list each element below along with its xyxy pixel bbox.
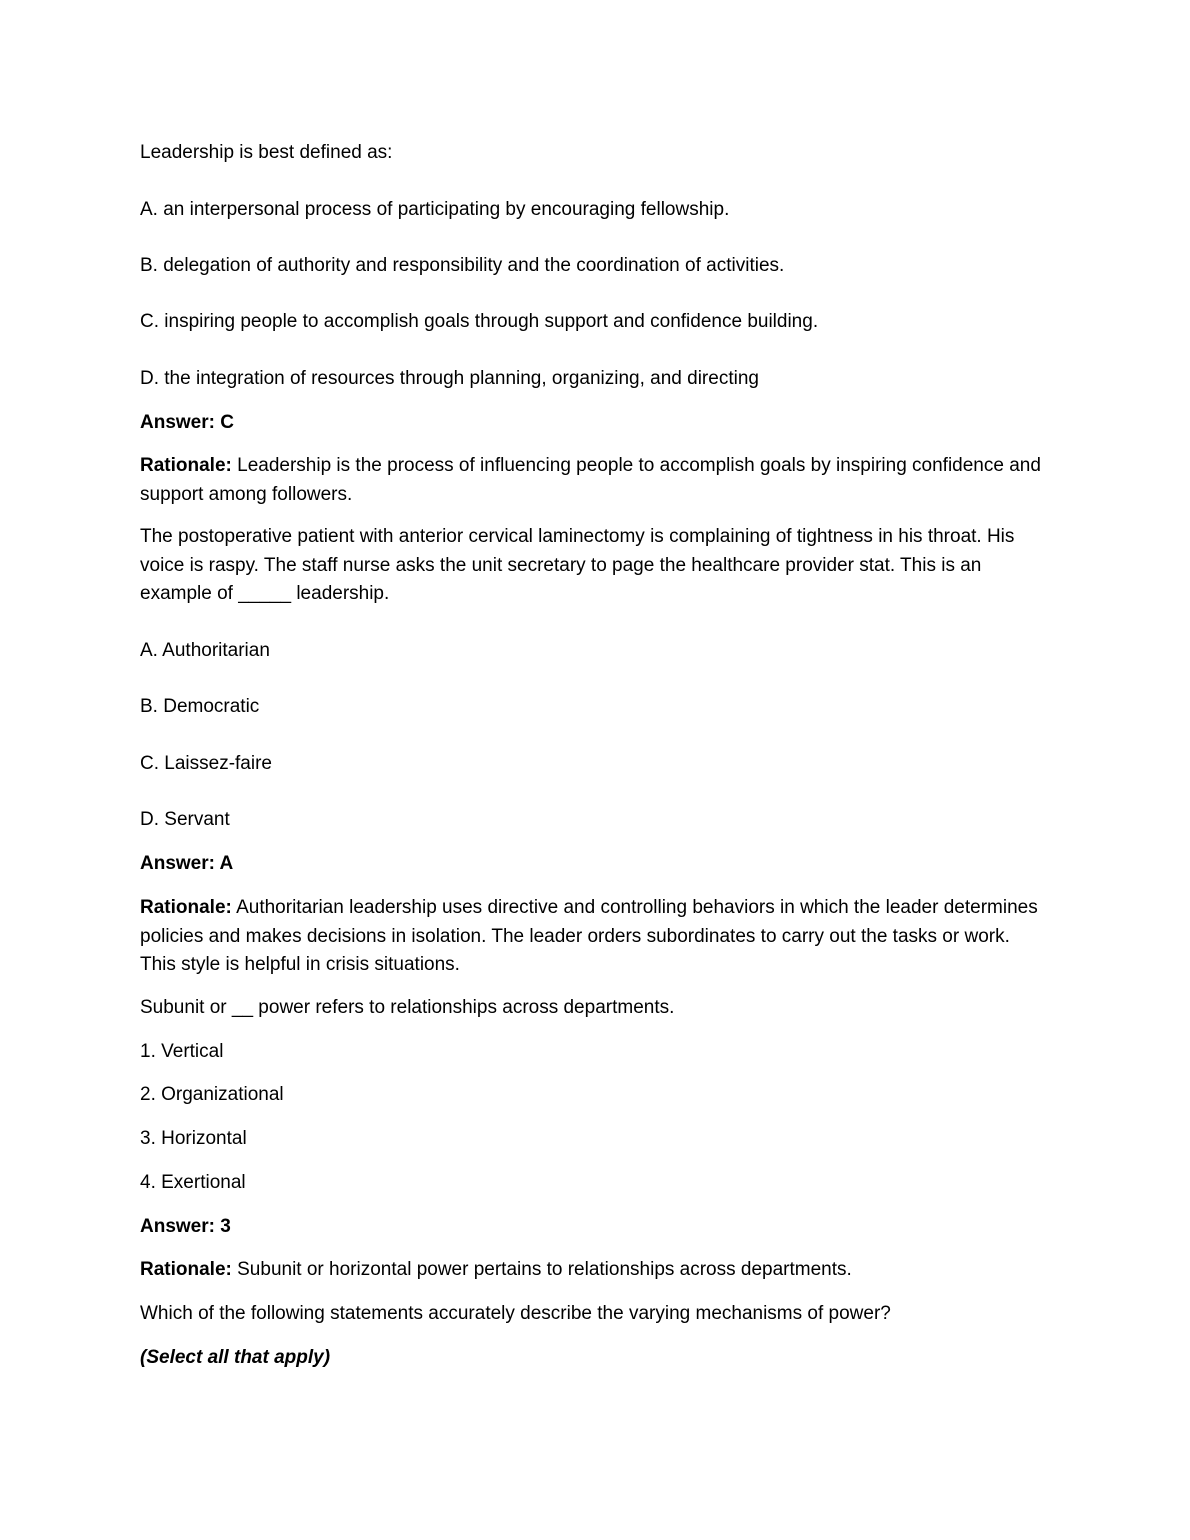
q2-option-d: D. Servant [140, 809, 230, 830]
q2-option-b: B. Democratic [140, 696, 260, 717]
q1-stem: Leadership is best defined as: [140, 142, 393, 163]
q3-rationale-text: Subunit or horizontal power pertains to relationships across departments. [231, 1259, 852, 1280]
q3-option-2: 2. Organizational [140, 1084, 284, 1105]
q4-instruction: (Select all that apply) [140, 1347, 331, 1368]
q2-option-a: A. Authoritarian [140, 640, 270, 661]
q2-rationale-text: Authoritarian leadership uses directive and controlling behaviors in which the leader determines policies and makes decisions in isolation. The leader orders subordinates to carry out the tasks or work. This style is helpful in crisis situations. [140, 897, 1038, 975]
q2-option-c: C. Laissez-faire [140, 753, 272, 774]
q2-stem: The postoperative patient with anterior cervical laminectomy is complaining of tightness in his throat. His voice is raspy. The staff nurse asks the unit secretary to page the healthcare provider stat. This is an example of _____ leadership. [140, 526, 1015, 604]
q1-option-d: D. the integration of resources through planning, organizing, and directing [140, 368, 759, 389]
q3-stem: Subunit or __ power refers to relationships across departments. [140, 997, 675, 1018]
q3-rationale [140, 1256, 1045, 1285]
q1-rationale [140, 452, 1045, 509]
q1-option-c: C. inspiring people to accomplish goals through support and confidence building. [140, 311, 819, 332]
q1-option-b: B. delegation of authority and responsibility and the coordination of activities. [140, 255, 785, 276]
q3-answer: Answer: 3 [140, 1216, 231, 1237]
q3-option-3: 3. Horizontal [140, 1128, 247, 1149]
q1-rationale-text: Leadership is the process of influencing people to accomplish goals by inspiring confidence and support among followers. [140, 455, 1041, 505]
q1-rationale-label: Rationale: [140, 455, 232, 476]
q2-answer: Answer: A [140, 853, 234, 874]
q2-rationale [140, 894, 1045, 980]
q3-option-1: 1. Vertical [140, 1041, 224, 1062]
q1-option-a: A. an interpersonal process of participating by encouraging fellowship. [140, 199, 730, 220]
q1-answer: Answer: C [140, 412, 234, 433]
q4-stem: Which of the following statements accurately describe the varying mechanisms of power? [140, 1303, 891, 1324]
q2-rationale-label: Rationale: [140, 897, 232, 918]
q3-option-4: 4. Exertional [140, 1172, 246, 1193]
q3-rationale-label: Rationale: [140, 1259, 232, 1280]
